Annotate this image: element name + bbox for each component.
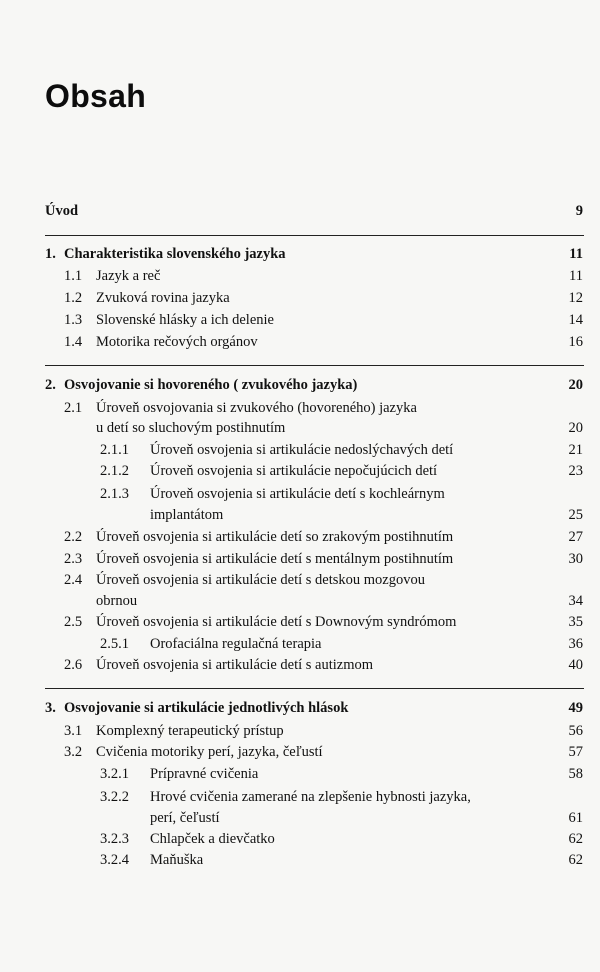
toc-entry-title: Úroveň osvojenia si artikulácie detí s Downovým syndrómom xyxy=(96,614,457,630)
toc-entry[interactable] xyxy=(0,440,600,460)
toc-entry[interactable] xyxy=(0,634,600,654)
toc-entry-title: Zvuková rovina jazyka xyxy=(96,290,230,306)
toc-entry-number: 2. xyxy=(45,377,56,393)
toc-entry-page-number: 23 xyxy=(568,463,583,479)
toc-entry[interactable] xyxy=(0,505,600,525)
toc-entry[interactable] xyxy=(0,310,600,330)
toc-entry-title: Úroveň osvojenia si artikulácie nepočujúcich detí xyxy=(150,463,438,479)
toc-entry-number: 2.1.1 xyxy=(100,442,129,458)
toc-entry[interactable] xyxy=(0,332,600,352)
toc-entry-title: u detí so sluchovým postihnutím xyxy=(96,420,286,436)
page-title: Obsah xyxy=(45,78,147,114)
toc-entry-page-number: 57 xyxy=(568,744,583,760)
toc-entry[interactable] xyxy=(0,288,600,308)
toc-entry-page-number: 11 xyxy=(569,268,583,284)
toc-entry-number: 1. xyxy=(45,246,56,262)
toc-entry-number: 3.2.3 xyxy=(100,831,129,847)
toc-entry[interactable] xyxy=(0,201,600,221)
toc-entry-title: Maňuška xyxy=(150,852,204,868)
toc-entry[interactable] xyxy=(0,484,600,504)
toc-entry-title: Osvojovanie si hovoreného ( zvukového jazyka) xyxy=(64,377,358,393)
toc-entry-number: 1.2 xyxy=(64,290,83,306)
toc-entry[interactable] xyxy=(0,570,600,590)
toc-entry[interactable] xyxy=(0,808,600,828)
toc-entry[interactable] xyxy=(0,266,600,286)
toc-entry-title: Úroveň osvojenia si artikulácie detí s autizmom xyxy=(96,657,374,673)
toc-entry[interactable] xyxy=(0,829,600,849)
toc-entry-number: 2.5 xyxy=(64,614,83,630)
toc-entry-number: 2.6 xyxy=(64,657,83,673)
toc-entry-number: 2.5.1 xyxy=(100,636,129,652)
toc-entry[interactable] xyxy=(0,375,600,395)
toc-entry[interactable] xyxy=(0,591,600,611)
toc-entry-title: perí, čeľustí xyxy=(150,810,220,826)
toc-entry[interactable] xyxy=(0,742,600,762)
toc-entry-title: Motorika rečových orgánov xyxy=(96,334,258,350)
section-divider xyxy=(45,688,584,689)
toc-entry-title: Úroveň osvojenia si artikulácie detí so zrakovým postihnutím xyxy=(96,529,454,545)
toc-entry[interactable] xyxy=(0,418,600,438)
section-divider xyxy=(45,235,584,236)
toc-entry-title: Jazyk a reč xyxy=(96,268,161,284)
toc-entry-number: 1.1 xyxy=(64,268,83,284)
toc-entry-page-number: 61 xyxy=(568,810,583,826)
toc-entry-page-number: 56 xyxy=(568,723,583,739)
toc-entry[interactable] xyxy=(0,764,600,784)
toc-entry-title: Úroveň osvojovania si zvukového (hovoreného) jazyka xyxy=(96,400,417,416)
toc-entry-number: 3.2 xyxy=(64,744,83,760)
toc-entry[interactable] xyxy=(0,549,600,569)
toc-entry-page-number: 40 xyxy=(568,657,583,673)
toc-entry-title: Úvod xyxy=(45,203,79,219)
toc-entry[interactable] xyxy=(0,244,600,264)
toc-entry-title: Prípravné cvičenia xyxy=(150,766,259,782)
toc-entry-number: 2.4 xyxy=(64,572,83,588)
toc-entry-title: obrnou xyxy=(96,593,138,609)
toc-entry-page-number: 20 xyxy=(568,377,583,393)
toc-entry-title: Slovenské hlásky a ich delenie xyxy=(96,312,274,328)
toc-entry-page-number: 20 xyxy=(568,420,583,436)
toc-entry-title: Úroveň osvojenia si artikulácie detí s kochleárnym xyxy=(150,486,445,502)
toc-entry-page-number: 27 xyxy=(568,529,583,545)
toc-entry-page-number: 36 xyxy=(568,636,583,652)
toc-entry-page-number: 34 xyxy=(568,593,583,609)
toc-entry-title: Úroveň osvojenia si artikulácie detí s detskou mozgovou xyxy=(96,572,425,588)
toc-entry-page-number: 62 xyxy=(568,831,583,847)
toc-entry-number: 3.2.2 xyxy=(100,789,129,805)
toc-entry-page-number: 25 xyxy=(568,507,583,523)
toc-entry-page-number: 58 xyxy=(568,766,583,782)
toc-entry[interactable] xyxy=(0,612,600,632)
toc-entry-number: 2.3 xyxy=(64,551,83,567)
toc-entry-title: Komplexný terapeutický prístup xyxy=(96,723,284,739)
toc-entry-page-number: 9 xyxy=(575,203,583,219)
toc-entry-number: 3. xyxy=(45,700,56,716)
toc-entry-title: Chlapček a dievčatko xyxy=(150,831,275,847)
toc-entry-title: Charakteristika slovenského jazyka xyxy=(64,246,286,262)
toc-entry[interactable] xyxy=(0,461,600,481)
section-divider xyxy=(45,365,584,366)
toc-entry-page-number: 14 xyxy=(568,312,583,328)
toc-entry-title: Úroveň osvojenia si artikulácie nedoslýchavých detí xyxy=(150,442,454,458)
toc-entry-title: Orofaciálna regulačná terapia xyxy=(150,636,322,652)
toc-entry-number: 3.2.4 xyxy=(100,852,129,868)
toc-entry[interactable] xyxy=(0,698,600,718)
toc-entry-page-number: 35 xyxy=(568,614,583,630)
toc-entry-number: 1.3 xyxy=(64,312,83,328)
toc-entry-number: 1.4 xyxy=(64,334,83,350)
toc-entry-page-number: 16 xyxy=(568,334,583,350)
toc-entry-page-number: 12 xyxy=(568,290,583,306)
toc-entry[interactable] xyxy=(0,850,600,870)
toc-entry-number: 3.2.1 xyxy=(100,766,129,782)
toc-entry-page-number: 49 xyxy=(568,700,583,716)
toc-entry[interactable] xyxy=(0,721,600,741)
toc-entry-number: 2.1 xyxy=(64,400,83,416)
toc-entry-title: Cvičenia motoriky perí, jazyka, čeľustí xyxy=(96,744,323,760)
toc-entry-number: 3.1 xyxy=(64,723,83,739)
toc-entry-page-number: 21 xyxy=(568,442,583,458)
toc-entry[interactable] xyxy=(0,398,600,418)
toc-entry-title: Osvojovanie si artikulácie jednotlivých hlások xyxy=(64,700,349,716)
toc-entry[interactable] xyxy=(0,787,600,807)
toc-entry-page-number: 62 xyxy=(568,852,583,868)
toc-entry-title: Úroveň osvojenia si artikulácie detí s mentálnym postihnutím xyxy=(96,551,454,567)
toc-entry-number: 2.1.3 xyxy=(100,486,129,502)
toc-entry-number: 2.1.2 xyxy=(100,463,129,479)
toc-entry-page-number: 30 xyxy=(568,551,583,567)
toc-entry[interactable] xyxy=(0,527,600,547)
toc-entry[interactable] xyxy=(0,655,600,675)
toc-entry-page-number: 11 xyxy=(569,246,583,262)
toc-entry-title: implantátom xyxy=(150,507,224,523)
toc-entry-title: Hrové cvičenia zamerané na zlepšenie hybnosti jazyka, xyxy=(150,789,471,805)
toc-entry-number: 2.2 xyxy=(64,529,83,545)
